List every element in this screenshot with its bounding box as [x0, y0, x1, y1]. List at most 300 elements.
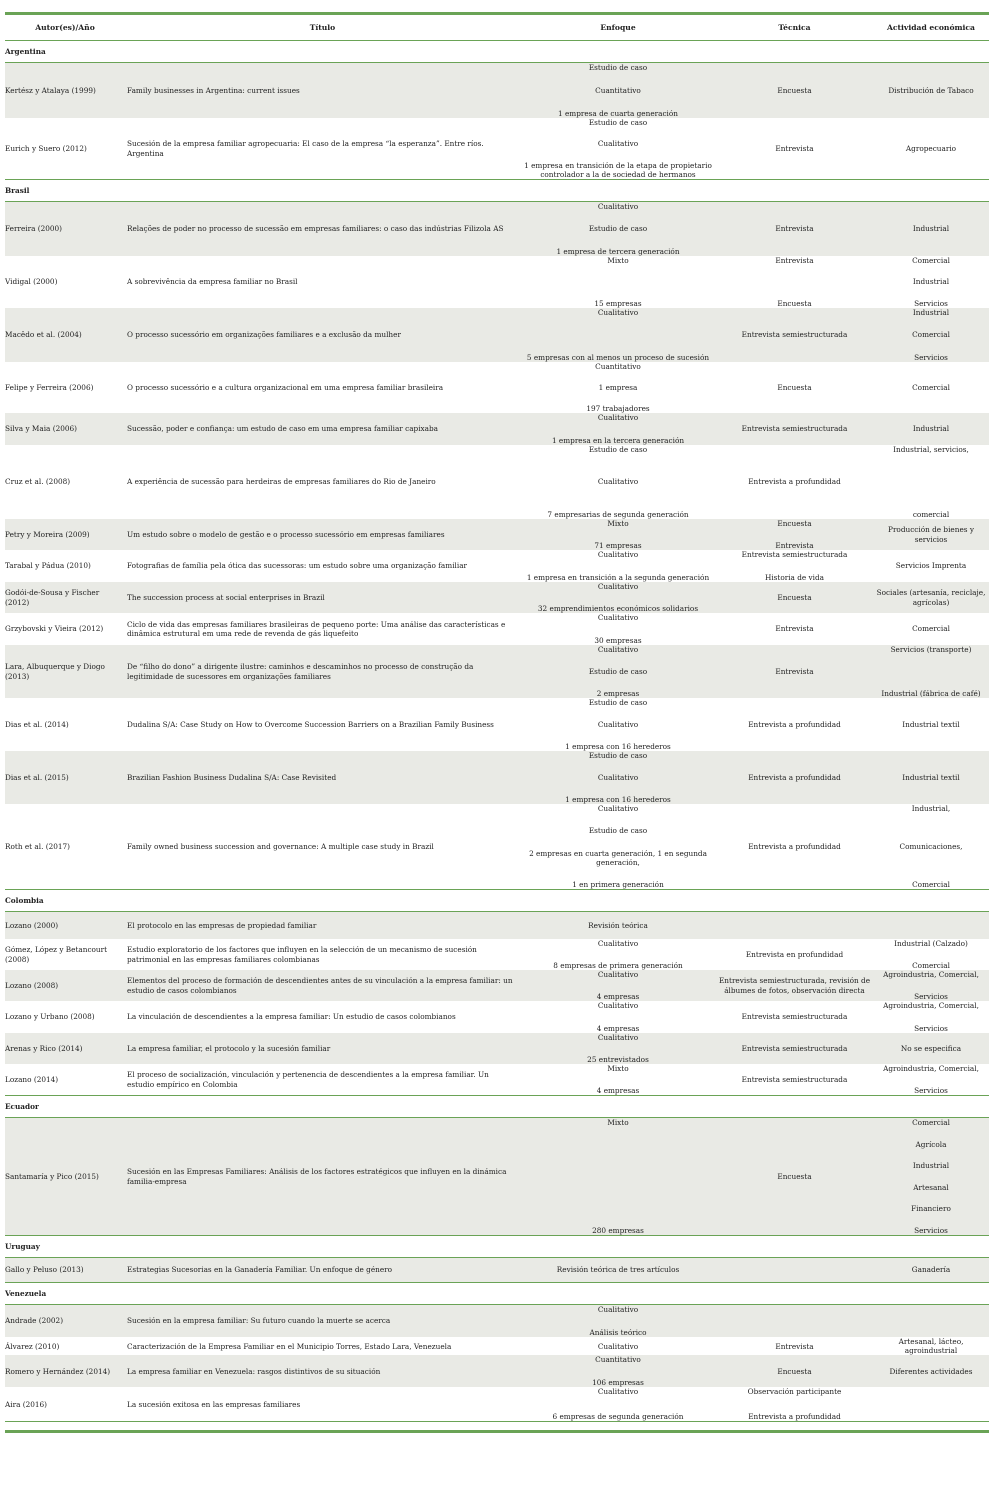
enfoque-cell — [520, 1305, 716, 1338]
enfoque-cell-line: Cualitativo — [597, 477, 639, 487]
enfoque-cell-line: 25 entrevistados — [587, 1054, 649, 1064]
enfoque-cell-line: Revisión teórica — [588, 920, 648, 930]
header-title: Título — [125, 15, 520, 41]
enfoque-cell-line: Cualitativo — [597, 1001, 639, 1010]
table-row — [5, 1258, 989, 1283]
table-row — [5, 63, 989, 119]
country-row — [5, 180, 989, 202]
table-row — [5, 1033, 989, 1064]
enfoque-cell — [520, 519, 716, 550]
tecnica-cell-line: Entrevista — [775, 256, 814, 265]
actividad-cell-line: Comercial — [912, 1118, 950, 1127]
enfoque-cell-line: Estudio de caso — [588, 826, 648, 836]
author-cell: Cruz et al. (2008) — [5, 477, 71, 487]
title-cell: Relações de poder no processo de sucessão em empresas familiares: o caso das indústrias Filizola AS — [125, 202, 520, 257]
enfoque-cell-line: 1 empresa — [598, 382, 638, 392]
tecnica-cell-line: Entrevista en profundidad — [745, 949, 844, 959]
enfoque-cell-line: 2 empresas — [596, 688, 640, 698]
actividad-cell — [873, 445, 989, 519]
enfoque-cell-line: Cualitativo — [597, 1387, 639, 1397]
title-cell: Fotografias de família pela ótica das sucessoras: um estudo sobre uma organização familiar — [127, 561, 468, 571]
actividad-cell-line: Industrial (fábrica de café) — [881, 688, 981, 698]
country-label: Venezuela — [5, 1283, 989, 1305]
enfoque-cell-line: 1 empresa de tercera generación — [556, 246, 680, 256]
title-cell: La empresa familiar, el protocolo y la sucesión familiar — [125, 1033, 520, 1064]
author-cell: Vidigal (2000) — [5, 277, 58, 287]
enfoque-cell-line: Estudio de caso — [588, 224, 648, 234]
title-cell: O processo sucessório em organizações familiares e a exclusão da mulher — [125, 308, 520, 362]
bottom-rule — [5, 1430, 989, 1433]
enfoque-cell-line: Cualitativo — [597, 804, 639, 813]
actividad-cell-line: Comunicaciones, — [899, 841, 963, 851]
tecnica-cell — [716, 118, 873, 180]
tecnica-cell — [716, 445, 873, 519]
title-cell: Elementos del proceso de formación de descendientes antes de su vinculación a la empresa familiar: un estudio de casos colombianos — [125, 970, 520, 1001]
table-row — [5, 308, 989, 362]
tecnica-cell — [716, 698, 873, 751]
title-cell: Family businesses in Argentina: current issues — [125, 63, 520, 119]
enfoque-cell-line: Cualitativo — [597, 970, 639, 979]
tecnica-cell — [716, 362, 873, 413]
tecnica-cell — [716, 804, 873, 890]
tecnica-cell — [716, 413, 873, 445]
enfoque-cell-line: 1 empresa en transición a la segunda generación — [526, 572, 710, 582]
actividad-cell-line: Servicios — [914, 1225, 948, 1235]
author-cell: Romero y Hernández (2014) — [5, 1355, 125, 1387]
enfoque-cell-line: Estudio de caso — [588, 118, 648, 127]
author-cell: Lozano (2014) — [5, 1064, 125, 1096]
actividad-cell-line: Comercial — [912, 960, 950, 970]
enfoque-cell — [520, 1033, 716, 1064]
tecnica-cell-line: Entrevista a profundidad — [748, 1412, 841, 1422]
enfoque-cell-line: Cuantitativo — [595, 1355, 641, 1365]
enfoque-cell-line: Cualitativo — [597, 582, 639, 591]
actividad-cell-line: Comercial — [912, 330, 950, 340]
enfoque-cell-line: Revisión teórica de tres artículos — [556, 1265, 680, 1275]
table-row — [5, 751, 989, 804]
enfoque-cell-line: 197 trabajadores — [586, 403, 650, 413]
tecnica-cell — [716, 1337, 873, 1355]
author-cell: Petry y Moreira (2009) — [5, 519, 125, 550]
author-cell: Andrade (2002) — [5, 1305, 125, 1338]
actividad-cell-line: Servicios — [914, 298, 948, 308]
tecnica-cell — [716, 939, 873, 970]
table-row — [5, 256, 989, 308]
table-row — [5, 645, 989, 698]
actividad-cell-line: Sociales (artesanía, reciclaje, agrícolas) — [876, 588, 986, 607]
actividad-cell — [873, 256, 989, 308]
tecnica-cell — [716, 256, 873, 308]
enfoque-cell-line: 1 empresa de cuarta generación — [558, 108, 678, 118]
author-cell: Álvarez (2010) — [5, 1341, 60, 1351]
actividad-cell-line: Industrial — [912, 277, 950, 287]
author-cell: Macêdo et al. (2004) — [5, 308, 125, 362]
enfoque-cell-line: 8 empresas de primera generación — [553, 960, 683, 970]
actividad-cell — [873, 1337, 989, 1355]
tecnica-cell-line: Entrevista — [775, 224, 814, 234]
enfoque-cell-line: 30 empresas — [594, 635, 642, 645]
enfoque-cell-line: Cualitativo — [597, 1341, 639, 1351]
title-cell: Brazilian Fashion Business Dudalina S/A: Case Revisited — [125, 751, 520, 804]
enfoque-cell-line: Cualitativo — [597, 139, 639, 149]
table-body — [5, 41, 989, 1422]
title-cell: Ciclo de vida das empresas familiares brasileiras de pequeno porte: Uma análise das características e dinâmica estrutural em uma rede de revenda de gás liquefeito — [127, 619, 506, 638]
succession-studies-table — [5, 15, 989, 1422]
tecnica-cell — [716, 1033, 873, 1064]
header-row — [5, 15, 989, 41]
tecnica-cell-line: Entrevista a profundidad — [748, 772, 841, 782]
author-cell: Felipe y Ferreira (2006) — [5, 382, 94, 392]
actividad-cell — [873, 698, 989, 751]
title-cell: Sucesión de la empresa familiar agropecuaria: El caso de la empresa “la esperanza”. Entre ríos. Argentina — [125, 118, 520, 180]
actividad-cell — [873, 939, 989, 970]
tecnica-cell — [716, 1355, 873, 1387]
tecnica-cell-line: Encuesta — [777, 592, 812, 602]
actividad-cell-line: Servicios (transporte) — [890, 645, 972, 654]
author-cell: Aira (2016) — [5, 1387, 125, 1422]
table-row — [5, 1064, 989, 1096]
header-author: Autor(es)/Año — [5, 15, 125, 41]
enfoque-cell-line: 5 empresas con al menos un proceso de sucesión — [526, 352, 710, 362]
enfoque-cell-line: Cualitativo — [597, 613, 639, 622]
enfoque-cell — [520, 413, 716, 445]
enfoque-cell-line: 71 empresas — [594, 540, 642, 550]
table-page — [5, 12, 989, 1433]
actividad-cell — [873, 751, 989, 804]
enfoque-cell-line: 32 emprendimientos económicos solidarios — [537, 603, 699, 613]
enfoque-cell-line: Cualitativo — [597, 1033, 639, 1042]
actividad-cell-line: Industrial — [912, 308, 950, 317]
enfoque-cell — [520, 939, 716, 970]
actividad-cell — [873, 308, 989, 362]
enfoque-cell-line: 1 en primera generación — [572, 879, 664, 889]
title-cell: A sobrevivência da empresa familiar no Brasil — [127, 277, 298, 287]
actividad-cell-line: No se especifica — [900, 1043, 962, 1053]
actividad-cell-line: Agroindustria, Comercial, — [883, 1001, 979, 1010]
actividad-cell — [873, 1305, 989, 1338]
enfoque-cell-line: Cuantitativo — [595, 362, 641, 371]
actividad-cell — [873, 550, 989, 582]
author-cell: Santamaría y Pico (2015) — [5, 1118, 125, 1236]
author-cell: Gallo y Peluso (2013) — [5, 1258, 125, 1283]
enfoque-cell — [520, 256, 716, 308]
country-label: Ecuador — [5, 1096, 989, 1118]
tecnica-cell-line: Entrevista — [775, 1341, 814, 1351]
enfoque-cell — [520, 63, 716, 119]
tecnica-cell-line: Entrevista semiestructurada — [741, 550, 848, 559]
tecnica-cell-line: Observación participante — [747, 1387, 842, 1397]
header-tecnica: Técnica — [716, 15, 873, 41]
actividad-cell — [873, 362, 989, 413]
enfoque-cell — [520, 698, 716, 751]
enfoque-cell-line: 7 empresarias de segunda generación — [547, 509, 689, 519]
tecnica-cell-line: Entrevista a profundidad — [748, 841, 841, 851]
enfoque-cell-line: 106 empresas — [592, 1378, 644, 1388]
enfoque-cell-line: Estudio de caso — [588, 63, 648, 72]
title-cell: De “filho do dono” a dirigente ilustre: caminhos e descaminhos no processo de construção da legitimidade de sucessores em organizações familiares — [125, 645, 520, 698]
table-row — [5, 939, 989, 970]
enfoque-cell-line: Cualitativo — [597, 645, 639, 654]
table-row — [5, 550, 989, 582]
enfoque-cell-line: 1 empresa en transición de la etapa de propietario controlador a la de sociedad de hermanos — [524, 160, 712, 179]
enfoque-cell-line: Cualitativo — [597, 202, 639, 211]
enfoque-cell-line: 1 empresa en la tercera generación — [551, 435, 685, 445]
actividad-cell-line: Industrial textil — [902, 772, 960, 782]
tecnica-cell-line: Historia de vida — [764, 572, 825, 582]
tecnica-cell — [716, 751, 873, 804]
actividad-cell — [873, 970, 989, 1001]
title-cell: La vinculación de descendientes a la empresa familiar: Un estudio de casos colombianos — [127, 1012, 456, 1022]
table-row — [5, 519, 989, 550]
country-row — [5, 890, 989, 912]
actividad-cell-line: Servicios — [914, 352, 948, 362]
author-cell: Lara, Albuquerque y Diogo (2013) — [5, 645, 125, 698]
actividad-cell — [873, 613, 989, 645]
title-cell: Estudio exploratorio de los factores que influyen en la selección de un mecanismo de sucesión patrimonial en las empresas familiares colombianas — [127, 945, 477, 964]
actividad-cell-line: Distribución de Tabaco — [888, 85, 974, 95]
tecnica-cell — [716, 1387, 873, 1422]
table-row — [5, 413, 989, 445]
tecnica-cell-line: Entrevista semiestructurada — [741, 1074, 848, 1084]
tecnica-cell — [716, 550, 873, 582]
tecnica-cell-line: Encuesta — [777, 519, 812, 528]
enfoque-cell-line: 4 empresas — [596, 1023, 640, 1033]
country-label: Brasil — [5, 180, 989, 202]
tecnica-cell — [716, 202, 873, 257]
enfoque-cell-line: Cualitativo — [597, 772, 639, 782]
actividad-cell — [873, 1355, 989, 1387]
enfoque-cell — [520, 118, 716, 180]
table-row — [5, 1387, 989, 1422]
tecnica-cell — [716, 519, 873, 550]
enfoque-cell-line: 1 empresa con 16 herederos — [565, 794, 671, 804]
title-cell: Family owned business succession and governance: A multiple case study in Brazil — [125, 804, 520, 890]
actividad-cell — [873, 519, 989, 550]
author-cell: Godói-de-Sousa y Fischer (2012) — [5, 582, 125, 613]
enfoque-cell-line: Cualitativo — [597, 308, 639, 317]
author-cell: Eurich y Suero (2012) — [5, 118, 125, 180]
title-cell: The succession process at social enterprises in Brazil — [125, 582, 520, 613]
table-row — [5, 613, 989, 645]
country-row — [5, 1236, 989, 1258]
enfoque-cell-line: 2 empresas en cuarta generación, 1 en segunda generación, — [529, 848, 707, 867]
title-cell: El protocolo en las empresas de propiedad familiar — [125, 912, 520, 940]
author-cell: Lozano (2000) — [5, 912, 125, 940]
tecnica-cell — [716, 1001, 873, 1033]
actividad-cell-line: comercial — [912, 509, 950, 519]
table-row — [5, 1337, 989, 1355]
actividad-cell — [873, 1258, 989, 1283]
tecnica-cell — [716, 912, 873, 940]
actividad-cell — [873, 1033, 989, 1064]
tecnica-cell-line: Entrevista — [775, 143, 814, 153]
tecnica-cell — [716, 1305, 873, 1338]
actividad-cell-line: Servicios Imprenta — [895, 561, 967, 571]
title-cell: O processo sucessório e a cultura organizacional em uma empresa familiar brasileira — [127, 382, 444, 392]
title-cell: Sucesión en las Empresas Familiares: Análisis de los factores estratégicos que influyen en la dinámica familia-empresa — [125, 1118, 520, 1236]
enfoque-cell — [520, 308, 716, 362]
tecnica-cell-line: Encuesta — [777, 382, 812, 392]
author-cell: Gómez, López y Betancourt (2008) — [5, 945, 108, 964]
title-cell: Estrategias Sucesorias en la Ganadería Familiar. Un enfoque de género — [125, 1258, 520, 1283]
header-enfoque: Enfoque — [520, 15, 716, 41]
tecnica-cell-line: Entrevista — [775, 666, 814, 676]
enfoque-cell-line: 6 empresas de segunda generación — [552, 1412, 684, 1422]
tecnica-cell — [716, 970, 873, 1001]
enfoque-cell — [520, 1355, 716, 1387]
enfoque-cell-line: Cualitativo — [597, 550, 639, 559]
tecnica-cell — [716, 63, 873, 119]
enfoque-cell-line: Estudio de caso — [588, 698, 648, 707]
actividad-cell-line: Artesanal, lácteo, agroindustrial — [898, 1337, 964, 1356]
actividad-cell-line: Servicios — [914, 1023, 948, 1033]
enfoque-cell — [520, 804, 716, 890]
tecnica-cell-line: Encuesta — [777, 298, 812, 308]
actividad-cell-line: Producción de bienes y servicios — [888, 525, 974, 544]
enfoque-cell-line: Mixto — [607, 1118, 629, 1127]
tecnica-cell — [716, 582, 873, 613]
actividad-cell-line: Diferentes actividades — [889, 1366, 973, 1376]
actividad-cell-line: Comercial — [912, 879, 950, 889]
enfoque-cell-line: Mixto — [607, 519, 629, 528]
enfoque-cell-line: 280 empresas — [592, 1225, 644, 1235]
actividad-cell-line: Industrial — [912, 424, 950, 434]
tecnica-cell — [716, 613, 873, 645]
actividad-cell — [873, 202, 989, 257]
enfoque-cell-line: 15 empresas — [594, 298, 642, 308]
actividad-cell-line: Industrial — [912, 1161, 950, 1171]
enfoque-cell — [520, 1064, 716, 1096]
author-cell: Kertész y Atalaya (1999) — [5, 63, 125, 119]
enfoque-cell-line: Estudio de caso — [588, 666, 648, 676]
tecnica-cell-line: Encuesta — [777, 1171, 812, 1181]
enfoque-cell — [520, 202, 716, 257]
actividad-cell-line: Agrícola — [915, 1139, 947, 1149]
enfoque-cell-line: Mixto — [607, 256, 629, 265]
tecnica-cell — [716, 1258, 873, 1283]
enfoque-cell-line: 4 empresas — [596, 1085, 640, 1095]
enfoque-cell — [520, 362, 716, 413]
author-cell: Lozano (2008) — [5, 970, 125, 1001]
table-row — [5, 912, 989, 940]
title-cell: Dudalina S/A: Case Study on How to Overcome Succession Barriers on a Brazilian Family Business — [127, 719, 494, 729]
tecnica-cell-line: Entrevista semiestructurada — [741, 1043, 848, 1053]
author-cell: Ferreira (2000) — [5, 202, 125, 257]
actividad-cell-line: Servicios — [914, 1085, 948, 1095]
table-row — [5, 970, 989, 1001]
enfoque-cell-line: Cuantitativo — [595, 85, 641, 95]
actividad-cell — [873, 1387, 989, 1422]
author-cell: Lozano y Urbano (2008) — [5, 1012, 95, 1022]
actividad-cell-line: Industrial (Calzado) — [894, 939, 968, 948]
title-cell: Sucessão, poder e confiança: um estudo de caso em uma empresa familiar capixaba — [125, 413, 520, 445]
enfoque-cell — [520, 582, 716, 613]
country-row — [5, 41, 989, 63]
tecnica-cell-line: Entrevista semiestructurada — [741, 1012, 848, 1022]
author-cell: Silva y Maia (2006) — [5, 413, 125, 445]
table-row — [5, 202, 989, 257]
enfoque-cell — [520, 1387, 716, 1422]
actividad-cell-line: Servicios — [914, 991, 948, 1001]
enfoque-cell-line: Mixto — [607, 1064, 629, 1073]
enfoque-cell — [520, 1337, 716, 1355]
table-row — [5, 698, 989, 751]
tecnica-cell-line: Entrevista a profundidad — [748, 719, 841, 729]
actividad-cell-line: Industrial — [912, 224, 950, 234]
tecnica-cell — [716, 1064, 873, 1096]
table-row — [5, 804, 989, 890]
actividad-cell-line: Ganadería — [911, 1265, 951, 1275]
actividad-cell — [873, 645, 989, 698]
table-row — [5, 1355, 989, 1387]
actividad-cell — [873, 413, 989, 445]
tecnica-cell — [716, 1118, 873, 1236]
actividad-cell — [873, 582, 989, 613]
actividad-cell-line: Agroindustria, Comercial, — [883, 1064, 979, 1073]
table-row — [5, 582, 989, 613]
title-cell: El proceso de socialización, vinculación y pertenencia de descendientes a la empresa familiar. Un estudio empírico en Colombia — [125, 1064, 520, 1096]
tecnica-cell-line: Entrevista — [775, 624, 814, 634]
tecnica-cell — [716, 308, 873, 362]
tecnica-cell-line: Encuesta — [777, 1366, 812, 1376]
actividad-cell — [873, 1001, 989, 1033]
actividad-cell — [873, 1064, 989, 1096]
enfoque-cell-line: Cualitativo — [597, 719, 639, 729]
tecnica-cell-line: Encuesta — [777, 85, 812, 95]
enfoque-cell-line: Cualitativo — [597, 939, 639, 948]
country-label: Uruguay — [5, 1236, 989, 1258]
actividad-cell-line: Industrial, — [911, 804, 951, 813]
enfoque-cell-line: Cualitativo — [597, 1305, 639, 1314]
header-actividad: Actividad económica — [873, 15, 989, 41]
title-cell: Sucesión en la empresa familiar: Su futuro cuando la muerte se acerca — [125, 1305, 520, 1338]
actividad-cell — [873, 804, 989, 890]
country-row — [5, 1096, 989, 1118]
actividad-cell-line: Financiero — [911, 1204, 951, 1214]
enfoque-cell-line: Cualitativo — [597, 413, 639, 422]
enfoque-cell — [520, 751, 716, 804]
tecnica-cell-line: Entrevista semiestructurada — [741, 330, 848, 340]
enfoque-cell-line: 4 empresas — [596, 991, 640, 1001]
actividad-cell-line: Comercial — [912, 256, 950, 265]
table-row — [5, 362, 989, 413]
title-cell: Um estudo sobre o modelo de gestão e o processo sucessório em empresas familiares — [125, 519, 520, 550]
actividad-cell-line: Agropecuario — [905, 143, 957, 153]
enfoque-cell — [520, 613, 716, 645]
actividad-cell — [873, 912, 989, 940]
actividad-cell-line: Industrial, servicios, — [893, 445, 969, 454]
actividad-cell-line: Artesanal — [913, 1182, 949, 1192]
title-cell: A experiência de sucessão para herdeiras de empresas familiares do Rio de Janeiro — [127, 477, 436, 487]
enfoque-cell — [520, 645, 716, 698]
enfoque-cell — [520, 970, 716, 1001]
actividad-cell-line: Agroindustria, Comercial, — [883, 970, 979, 979]
author-cell: Grzybovski y Vieira (2012) — [5, 624, 104, 634]
author-cell: Tarabal y Pádua (2010) — [5, 561, 91, 571]
tecnica-cell-line: Entrevista semiestructurada, revisión de álbumes de fotos, observación directa — [718, 976, 871, 995]
enfoque-cell — [520, 1118, 716, 1236]
table-row — [5, 118, 989, 180]
enfoque-cell-line: 1 empresa con 16 herederos — [565, 741, 671, 751]
enfoque-cell — [520, 1001, 716, 1033]
table-row — [5, 1001, 989, 1033]
tecnica-cell-line: Entrevista a profundidad — [748, 477, 841, 487]
actividad-cell — [873, 1118, 989, 1236]
tecnica-cell-line: Entrevista — [775, 540, 814, 550]
enfoque-cell-line: Estudio de caso — [588, 445, 648, 454]
enfoque-cell — [520, 550, 716, 582]
title-cell: Caracterización de la Empresa Familiar en el Municipio Torres, Estado Lara, Venezuela — [127, 1341, 452, 1351]
